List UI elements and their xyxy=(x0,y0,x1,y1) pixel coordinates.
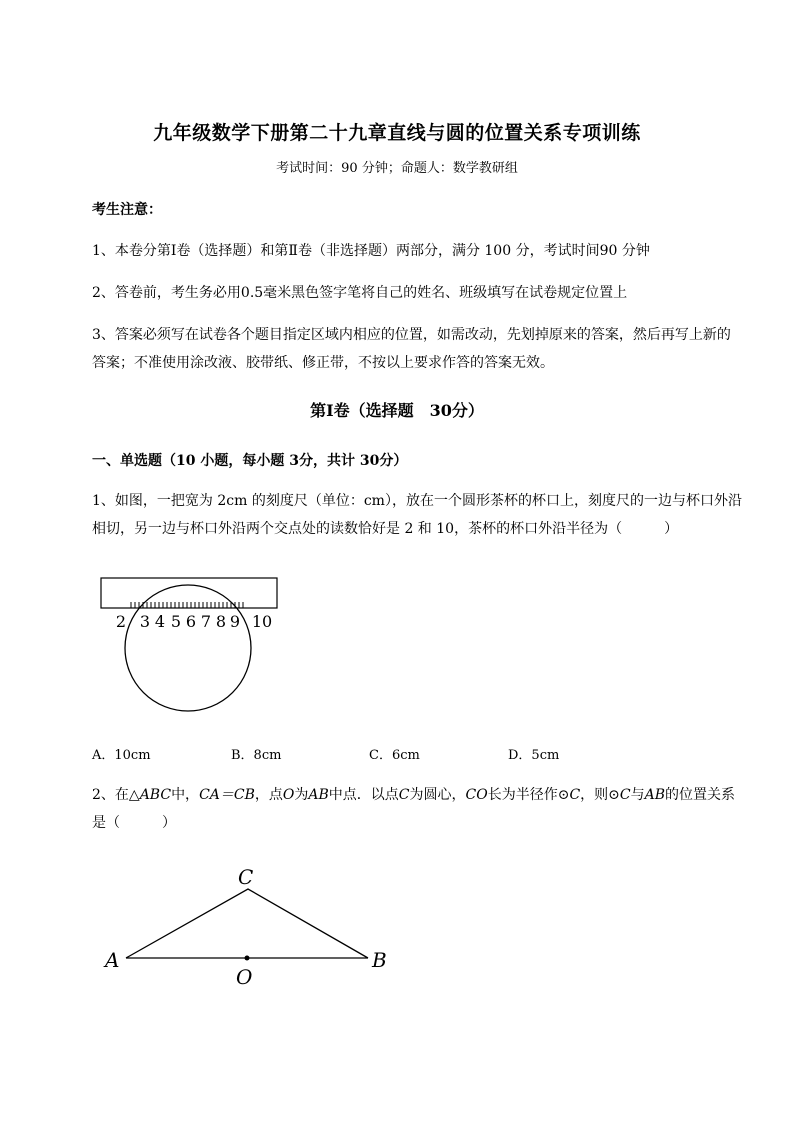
q1-option-b[interactable]: B．8cm xyxy=(231,748,282,763)
ruler-labels xyxy=(116,612,272,631)
part-title: 一、单选题（10 小题，每小题 3分，共计 30分） xyxy=(92,453,408,469)
section-title: 第Ⅰ卷（选择题 30分） xyxy=(310,401,484,420)
label-b: B xyxy=(372,948,387,972)
notice-heading: 考生注意： xyxy=(92,202,162,218)
q1-option-d[interactable]: D．5cm xyxy=(508,748,560,763)
question-1-text: 1、如图，一把宽为 2cm 的刻度尺（单位：cm），放在一个圆形茶杯的杯口上，刻度尺的一边与杯口外沿相切，另一边与杯口外沿两个交点处的读数恰好是 2 和 10，茶杯的杯口外沿半径为（ ） xyxy=(92,493,742,537)
label-c: C xyxy=(238,865,254,889)
label-o: O xyxy=(236,965,253,989)
q1-option-c[interactable]: C．6cm xyxy=(369,748,420,763)
question-2-text: 2、在△ABC中，CA＝CB，点O为AB中点．以点C为圆心，CO长为半径作⊙C，则⊙C与AB的位置关系是（ ） xyxy=(92,787,736,831)
ruler-label: 9 xyxy=(229,612,241,631)
notice-item-1: 1、本卷分第Ⅰ卷（选择题）和第Ⅱ卷（非选择题）两部分，满分 100 分，考试时间90 分钟 xyxy=(92,243,650,259)
ruler-label: 10 xyxy=(251,612,273,631)
ruler-rect xyxy=(101,578,277,608)
ruler-label: 5 xyxy=(170,612,182,631)
cup-rim-circle xyxy=(125,585,251,711)
point-o xyxy=(245,956,250,961)
q1-option-a[interactable]: A．10cm xyxy=(92,748,151,763)
ruler-label: 4 xyxy=(154,612,166,631)
label-a: A xyxy=(105,948,120,972)
ruler-label: 2 xyxy=(115,612,127,631)
page-title: 九年级数学下册第二十九章直线与圆的位置关系专项训练 xyxy=(153,122,641,144)
ruler-label: 8 xyxy=(215,612,227,631)
notice-item-2: 2、答卷前，考生务必用0.5毫米黑色签字笔将自己的姓名、班级填写在试卷规定位置上 xyxy=(92,285,628,301)
triangle-sides xyxy=(126,889,368,958)
ruler-label: 6 xyxy=(185,612,197,631)
exam-info: 考试时间：90 分钟；命题人：数学教研组 xyxy=(276,161,518,176)
ruler-label: 3 xyxy=(139,612,151,631)
triangle-figure xyxy=(100,860,400,990)
ruler-cup-figure xyxy=(95,570,295,720)
notice-item-3: 3、答案必须写在试卷各个题目指定区域内相应的位置，如需改动，先划掉原来的答案，然后再写上新的答案；不准使用涂改液、胶带纸、修正带，不按以上要求作答的答案无效。 xyxy=(92,327,731,371)
ruler-label: 7 xyxy=(200,612,212,631)
ruler-ticks xyxy=(131,602,243,608)
